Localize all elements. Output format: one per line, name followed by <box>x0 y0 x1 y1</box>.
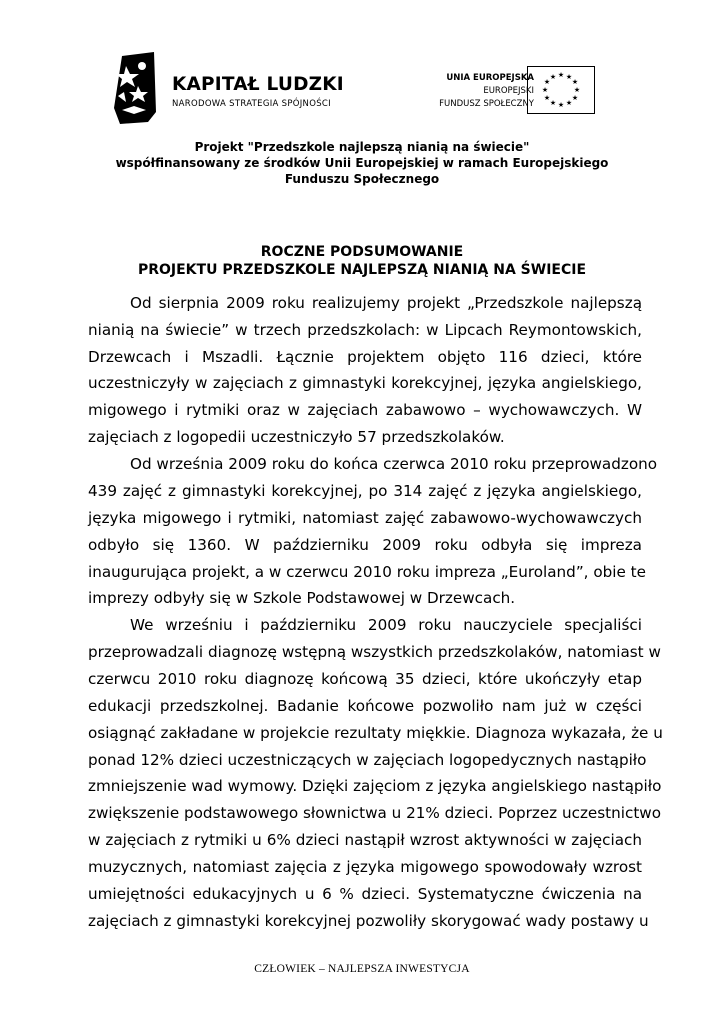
svg-text:★: ★ <box>571 94 579 102</box>
body-line: imprezy odbyły się w Szkole Podstawowej w Drzewcach. <box>88 589 516 607</box>
svg-text:★: ★ <box>565 73 573 81</box>
svg-text:★: ★ <box>541 86 549 94</box>
kapital-ludzki-subtitle: NARODOWA STRATEGIA SPÓJNOŚCI <box>172 99 331 109</box>
project-heading <box>60 139 664 187</box>
svg-text:★: ★ <box>565 99 573 107</box>
body-line: Drzewcach i Mszadli. Łącznie projektem objęto 116 dzieci, które <box>88 348 642 366</box>
kapital-ludzki-logo <box>112 52 352 128</box>
eu-logo-line2: EUROPEJSKI <box>483 86 534 96</box>
kapital-ludzki-title: KAPITAŁ LUDZKI <box>172 74 344 95</box>
svg-text:★: ★ <box>557 101 565 109</box>
body-line: odbyło się 1360. W październiku 2009 roku odbyła się impreza <box>88 536 642 554</box>
svg-text:★: ★ <box>543 78 551 86</box>
body-line: muzycznych, natomiast zajęcia z języka migowego spowodowały wzrost <box>88 858 642 876</box>
body-line: osiągnąć zakładane w projekcie rezultaty miękkie. Diagnoza wykazała, że u <box>88 724 663 742</box>
body-line: zmniejszenie wad wymowy. Dzięki zajęciom z języka angielskiego nastąpiło <box>88 777 662 795</box>
body-line: 439 zajęć z gimnastyki korekcyjnej, po 314 zajęć z języka angielskiego, <box>88 482 642 500</box>
document-title <box>60 243 664 279</box>
body-line: w zajęciach z rytmiki u 6% dzieci nastąpił wzrost aktywności w zajęciach <box>88 831 642 849</box>
body-line: We wrześniu i październiku 2009 roku nauczyciele specjaliści <box>130 616 642 634</box>
eu-flag <box>527 66 595 114</box>
body-line: przeprowadzali diagnozę wstępną wszystkich przedszkolaków, natomiast w <box>88 643 661 661</box>
body-line: zajęciach z logopedii uczestniczyło 57 przedszkolaków. <box>88 428 505 446</box>
svg-text:★: ★ <box>557 71 565 79</box>
eu-logo-text <box>439 72 534 111</box>
body-line: edukacji przedszkolnej. Badanie końcowe pozwoliło nam już w części <box>88 697 642 715</box>
svg-text:★: ★ <box>543 94 551 102</box>
body-line: nianią na świecie” w trzech przedszkolach: w Lipcach Reymontowskich, <box>88 321 642 339</box>
eu-stars-icon <box>528 67 594 113</box>
eu-logo-line3: FUNDUSZ SPOŁECZNY <box>439 99 534 109</box>
body-line: ponad 12% dzieci uczestniczących w zajęciach logopedycznych nastąpiło <box>88 751 647 769</box>
project-heading-line1: Projekt "Przedszkole najlepszą nianią na świecie" <box>194 140 530 154</box>
body-line: Od września 2009 roku do końca czerwca 2010 roku przeprowadzono <box>130 455 658 473</box>
project-heading-line3: Funduszu Społecznego <box>284 172 440 186</box>
svg-text:★: ★ <box>549 99 557 107</box>
body-line: Od sierpnia 2009 roku realizujemy projekt „Przedszkole najlepszą <box>130 294 642 312</box>
project-heading-line2: współfinansowany ze środków Unii Europejskiej w ramach Europejskiego <box>115 156 609 170</box>
body-line: języka migowego i rytmiki, natomiast zajęć zabawowo-wychowawczych <box>88 509 642 527</box>
body-line: migowego i rytmiki oraz w zajęciach zabawowo – wychowawczych. W <box>88 401 642 419</box>
document-title-line2: PROJEKTU PRZEDSZKOLE NAJLEPSZĄ NIANIĄ NA ŚWIECIE <box>137 262 587 278</box>
svg-text:★: ★ <box>549 73 557 81</box>
body-line: uczestniczyły w zajęciach z gimnastyki korekcyjnej, języka angielskiego, <box>88 374 642 392</box>
kapital-ludzki-emblem-icon <box>112 52 158 126</box>
svg-text:★: ★ <box>571 78 579 86</box>
eu-logo-line1: UNIA EUROPEJSKA <box>446 73 534 83</box>
document-title-line1: ROCZNE PODSUMOWANIE <box>260 244 464 260</box>
body-line: inaugurująca projekt, a w czerwcu 2010 roku impreza „Euroland”, obie te <box>88 563 646 581</box>
svg-text:★: ★ <box>573 86 581 94</box>
body-line: umiejętności edukacyjnych u 6 % dzieci. Systematyczne ćwiczenia na <box>88 885 642 903</box>
body-line: zwiększenie podstawowego słownictwa u 21% dzieci. Poprzez uczestnictwo <box>88 804 662 822</box>
body-line: czerwcu 2010 roku diagnozę końcową 35 dzieci, które ukończyły etap <box>88 670 642 688</box>
page-footer: CZŁOWIEK – NAJLEPSZA INWESTYCJA <box>254 963 470 975</box>
body-line: zajęciach z gimnastyki korekcyjnej pozwoliły skorygować wady postawy u <box>88 912 649 930</box>
eu-logo <box>424 66 604 118</box>
